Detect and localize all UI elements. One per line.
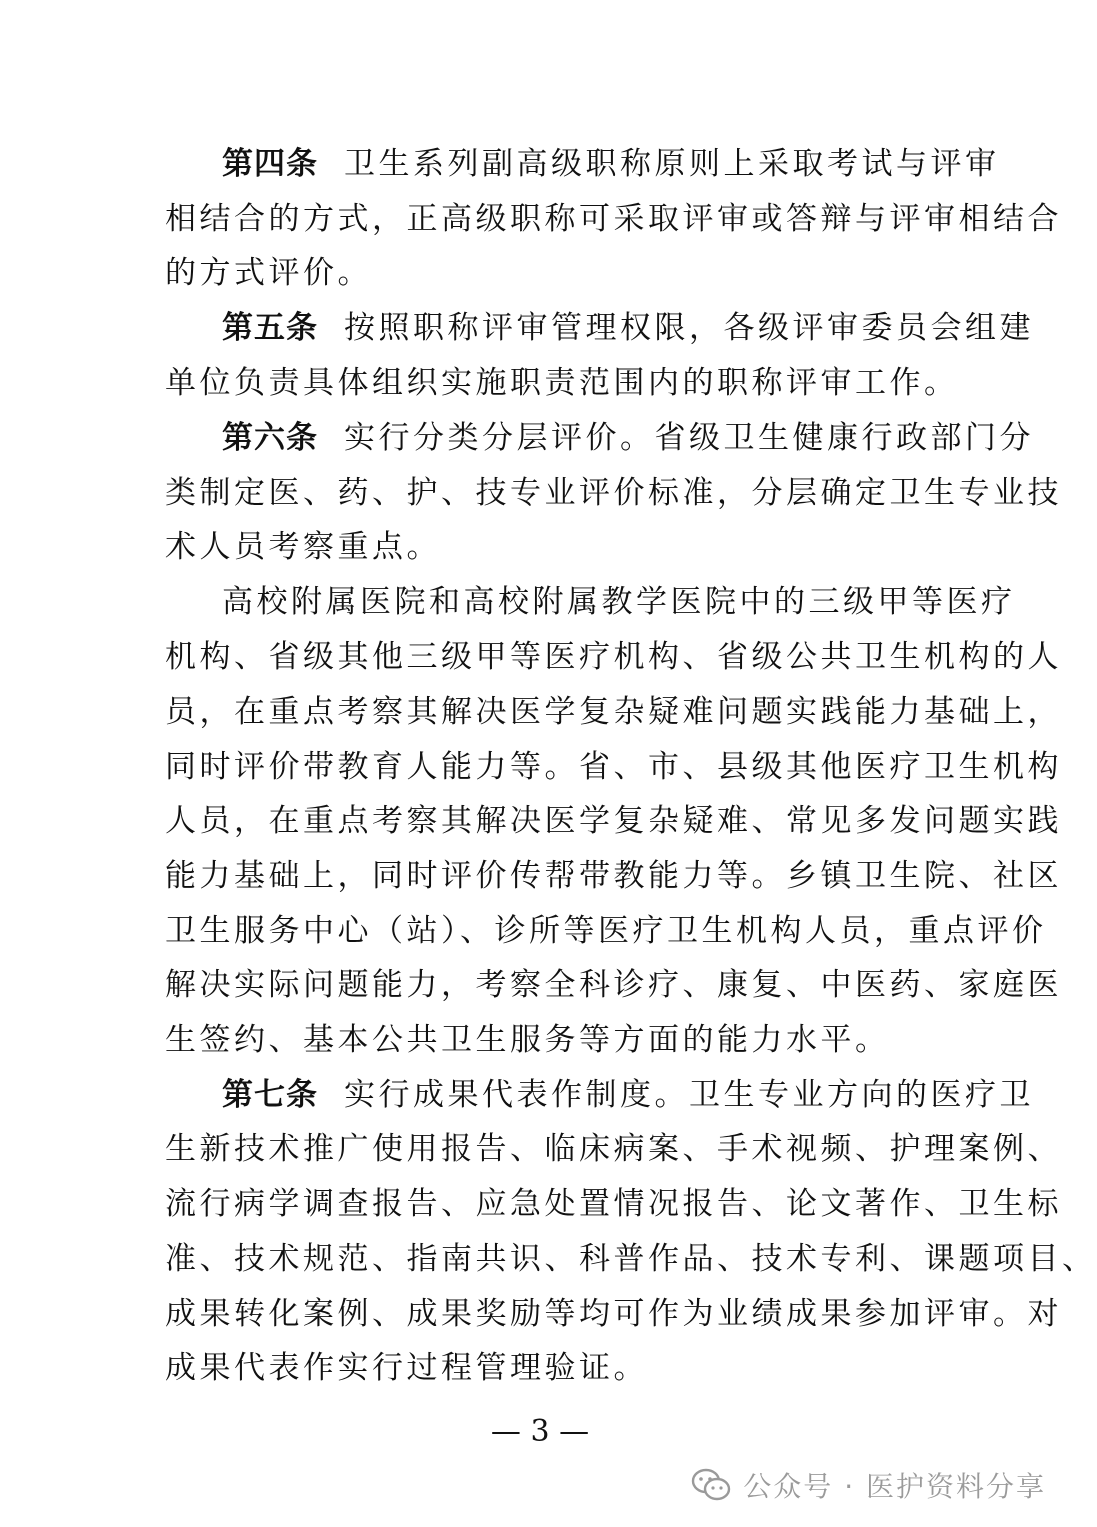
line-text: 人员，在重点考察其解决医学复杂疑难、常见多发问题实践	[165, 803, 1062, 839]
paragraph-line	[165, 630, 1062, 684]
paragraph-line	[165, 520, 925, 574]
article-heading: 第四条	[222, 146, 318, 182]
paragraph-line	[165, 1177, 1062, 1231]
paragraph-line	[165, 958, 1062, 1012]
line-text: 机构、省级其他三级甲等医疗机构、省级公共卫生机构的人	[165, 639, 1062, 675]
line-text: 单位负责具体组织实施职责范围内的职称评审工作。	[165, 365, 959, 401]
line-text: 同时评价带教育人能力等。省、市、县级其他医疗卫生机构	[165, 749, 1062, 785]
line-text: 流行病学调查报告、应急处置情况报告、论文著作、卫生标	[165, 1186, 1062, 1222]
line-text: 术人员考察重点。	[165, 529, 441, 565]
paragraph-line	[165, 356, 959, 410]
paragraph-line	[165, 1341, 925, 1395]
line-text: 实行分类分层评价。省级卫生健康行政部门分	[344, 420, 1034, 456]
paragraph-first-line	[222, 1068, 1034, 1122]
line-text: 生签约、基本公共卫生服务等方面的能力水平。	[165, 1022, 890, 1058]
line-text: 高校附属医院和高校附属教学医院中的三级甲等医疗	[222, 584, 1016, 620]
paragraph-line	[165, 849, 1062, 903]
paragraph-first-line	[222, 301, 1034, 355]
line-text: 卫生系列副高级职称原则上采取考试与评审	[344, 146, 1000, 182]
line-text: 类制定医、药、护、技专业评价标准，分层确定卫生专业技	[165, 475, 1062, 511]
paragraph-line	[165, 904, 1047, 958]
paragraph-first-line	[222, 137, 1000, 191]
page-number: — 3 —	[490, 1414, 590, 1449]
paragraph-line	[165, 466, 1062, 520]
paragraph-line	[165, 685, 1062, 739]
article-heading: 第五条	[222, 310, 318, 346]
line-text: 解决实际问题能力，考察全科诊疗、康复、中医药、家庭医	[165, 967, 1062, 1003]
article-heading: 第七条	[222, 1077, 318, 1113]
line-text: 的方式评价。	[165, 255, 372, 291]
paragraph-first-line	[222, 575, 1016, 629]
paragraph-line	[165, 1287, 1062, 1341]
watermark	[691, 1460, 1046, 1510]
line-text: 相结合的方式，正高级职称可采取评审或答辩与评审相结合	[165, 201, 1062, 237]
paragraph-line	[165, 1232, 1097, 1286]
paragraph-line	[165, 1013, 925, 1067]
watermark-text: 公众号 · 医护资料分享	[743, 1470, 1046, 1503]
line-text: 成果代表作实行过程管理验证。	[165, 1350, 648, 1386]
line-text: 能力基础上，同时评价传帮带教能力等。乡镇卫生院、社区	[165, 858, 1062, 894]
article-heading: 第六条	[222, 420, 318, 456]
paragraph-line	[165, 1122, 1062, 1176]
wechat-icon	[691, 1468, 731, 1502]
line-text: 成果转化案例、成果奖励等均可作为业绩成果参加评审。对	[165, 1296, 1062, 1332]
line-text: 生新技术推广使用报告、临床病案、手术视频、护理案例、	[165, 1131, 1062, 1167]
line-text: 按照职称评审管理权限，各级评审委员会组建	[344, 310, 1034, 346]
line-text: 准、技术规范、指南共识、科普作品、技术专利、课题项目、	[165, 1241, 1097, 1277]
line-text: 员，在重点考察其解决医学复杂疑难问题实践能力基础上，	[165, 694, 1062, 730]
paragraph-line	[165, 740, 1062, 794]
paragraph-line	[165, 246, 925, 300]
line-text: 卫生服务中心（站）、诊所等医疗卫生机构人员，重点评价	[165, 913, 1047, 949]
line-text: 实行成果代表作制度。卫生专业方向的医疗卫	[344, 1077, 1034, 1113]
paragraph-line	[165, 192, 1062, 246]
paragraph-first-line	[222, 411, 1034, 465]
paragraph-line	[165, 794, 1062, 848]
